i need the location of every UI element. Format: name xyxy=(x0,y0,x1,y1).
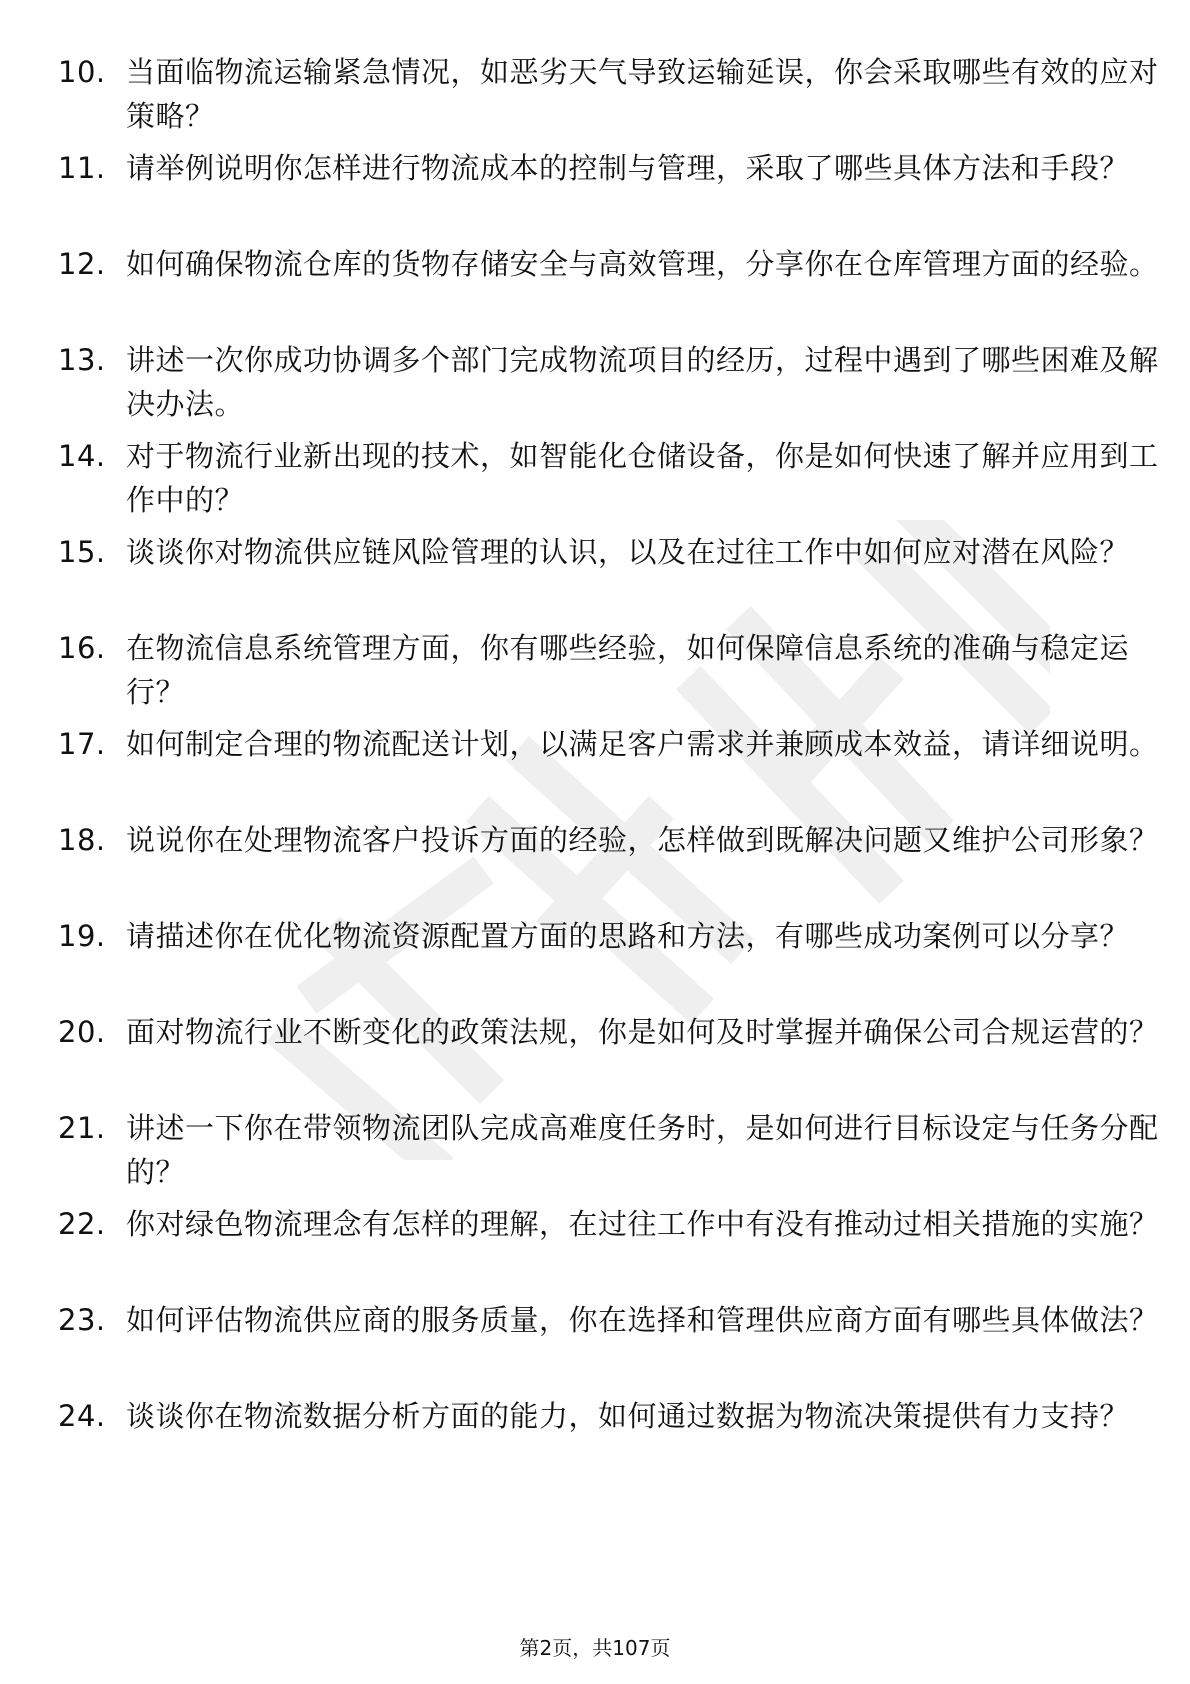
question-text: 如何评估物流供应商的服务质量，你在选择和管理供应商方面有哪些具体做法？ xyxy=(126,1303,1159,1337)
question-number: 13. xyxy=(58,343,106,377)
question-number: 15. xyxy=(58,535,106,569)
question-item xyxy=(58,1106,1159,1196)
question-item xyxy=(58,722,1159,812)
question-text: 请描述你在优化物流资源配置方面的思路和方法，有哪些成功案例可以分享？ xyxy=(126,919,1130,953)
question-item xyxy=(58,434,1159,524)
question-number: 17. xyxy=(58,727,106,761)
question-number: 22. xyxy=(58,1207,106,1241)
question-item xyxy=(58,914,1130,1004)
question-text: 对于物流行业新出现的技术，如智能化仓储设备，你是如何快速了解并应用到工作中的？ xyxy=(126,439,1159,517)
question-text: 谈谈你在物流数据分析方面的能力，如何通过数据为物流决策提供有力支持？ xyxy=(126,1399,1130,1433)
question-text: 说说你在处理物流客户投诉方面的经验，怎样做到既解决问题又维护公司形象？ xyxy=(126,823,1159,857)
question-item xyxy=(58,626,1130,716)
question-number: 21. xyxy=(58,1111,106,1145)
question-number: 20. xyxy=(58,1015,106,1049)
question-number: 14. xyxy=(58,439,106,473)
question-item xyxy=(58,146,1130,236)
question-number: 12. xyxy=(58,247,106,281)
question-item xyxy=(58,1010,1159,1100)
question-item xyxy=(58,50,1159,140)
question-text: 讲述一次你成功协调多个部门完成物流项目的经历，过程中遇到了哪些困难及解决办法。 xyxy=(126,343,1159,421)
question-item xyxy=(58,338,1159,428)
question-text: 你对绿色物流理念有怎样的理解，在过往工作中有没有推动过相关措施的实施？ xyxy=(126,1207,1159,1241)
question-item xyxy=(58,1298,1159,1388)
question-text: 如何确保物流仓库的货物存储安全与高效管理，分享你在仓库管理方面的经验。 xyxy=(126,247,1159,281)
question-item xyxy=(58,242,1159,332)
question-text: 在物流信息系统管理方面，你有哪些经验，如何保障信息系统的准确与稳定运行？ xyxy=(126,631,1130,709)
question-number: 10. xyxy=(58,55,106,89)
question-item xyxy=(58,1394,1130,1484)
question-text: 请举例说明你怎样进行物流成本的控制与管理，采取了哪些具体方法和手段？ xyxy=(126,151,1130,185)
question-item xyxy=(58,530,1130,620)
page-number-footer: 第2页，共107页 xyxy=(519,1636,671,1660)
question-text: 如何制定合理的物流配送计划，以满足客户需求并兼顾成本效益，请详细说明。 xyxy=(126,727,1159,761)
question-number: 23. xyxy=(58,1303,106,1337)
question-item xyxy=(58,1202,1159,1292)
question-text: 谈谈你对物流供应链风险管理的认识，以及在过往工作中如何应对潜在风险？ xyxy=(126,535,1130,569)
question-number: 24. xyxy=(58,1399,106,1433)
question-text: 面对物流行业不断变化的政策法规，你是如何及时掌握并确保公司合规运营的？ xyxy=(126,1015,1159,1049)
question-item xyxy=(58,818,1159,908)
question-text: 当面临物流运输紧急情况，如恶劣天气导致运输延误，你会采取哪些有效的应对策略？ xyxy=(126,55,1159,133)
question-number: 18. xyxy=(58,823,106,857)
question-number: 19. xyxy=(58,919,106,953)
question-text: 讲述一下你在带领物流团队完成高难度任务时，是如何进行目标设定与任务分配的？ xyxy=(126,1111,1159,1189)
question-number: 11. xyxy=(58,151,106,185)
question-number: 16. xyxy=(58,631,106,665)
